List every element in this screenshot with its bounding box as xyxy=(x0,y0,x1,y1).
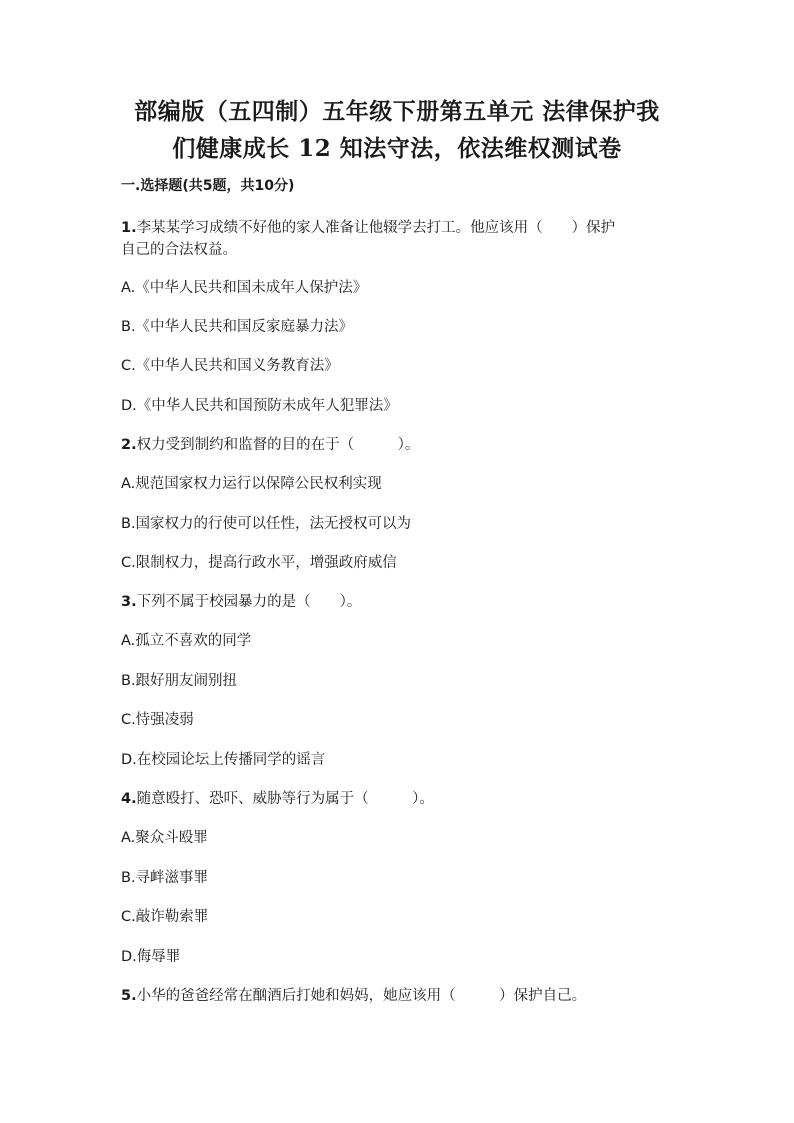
question-text: 李某某学习成绩不好他的家人准备让他辍学去打工。他应该用（ ）保护 xyxy=(136,220,616,236)
question-1-option-b: B.《中华人民共和国反家庭暴力法》 xyxy=(121,319,354,335)
question-4-option-d: D.侮辱罪 xyxy=(121,949,181,965)
question-3-option-d: D.在校园论坛上传播同学的谣言 xyxy=(121,752,326,768)
question-1-option-d: D.《中华人民共和国预防未成年人犯罪法》 xyxy=(121,398,398,414)
document-title-line-1: 部编版（五四制）五年级下册第五单元 法律保护我 xyxy=(134,98,660,125)
question-text: 权力受到制约和监督的目的在于（ ）。 xyxy=(136,437,420,453)
question-2-option-b: B.国家权力的行使可以任性，法无授权可以为 xyxy=(121,516,412,532)
question-text-continued: 自己的合法权益。 xyxy=(121,242,237,258)
question-text: 小华的爸爸经常在酗酒后打她和妈妈，她应该用（ ）保护自己。 xyxy=(136,988,587,1004)
question-3-option-c: C.恃强凌弱 xyxy=(121,712,194,728)
document-title-line-2: 们健康成长 12 知法守法，依法维权测试卷 xyxy=(172,135,622,162)
question-1-option-a: A.《中华人民共和国未成年人保护法》 xyxy=(121,280,368,296)
question-4-option-c: C.敲诈勒索罪 xyxy=(121,909,209,925)
question-3-stem xyxy=(121,591,361,613)
question-3-option-b: B.跟好朋友闹别扭 xyxy=(121,673,238,689)
question-number: 5. xyxy=(121,988,137,1004)
question-number: 4. xyxy=(121,791,137,807)
section-heading: 一.选择题(共5题，共10分) xyxy=(121,178,295,194)
question-4-option-a: A.聚众斗殴罪 xyxy=(121,830,208,846)
question-number: 1. xyxy=(121,220,137,236)
question-3-option-a: A.孤立不喜欢的同学 xyxy=(121,633,252,649)
question-2-option-c: C.限制权力，提高行政水平，增强政府威信 xyxy=(121,555,397,571)
question-5-stem xyxy=(121,985,586,1007)
question-2-stem xyxy=(121,434,419,456)
question-4-option-b: B.寻衅滋事罪 xyxy=(121,870,209,886)
question-2-option-a: A.规范国家权力运行以保障公民权利实现 xyxy=(121,476,382,492)
question-text: 随意殴打、恐吓、威胁等行为属于（ ）。 xyxy=(136,791,434,807)
question-number: 2. xyxy=(121,437,137,453)
question-number: 3. xyxy=(121,594,137,610)
question-text: 下列不属于校园暴力的是（ ）。 xyxy=(136,594,362,610)
question-1-stem xyxy=(121,217,681,261)
question-1-option-c: C.《中华人民共和国义务教育法》 xyxy=(121,358,339,374)
question-4-stem xyxy=(121,788,434,810)
